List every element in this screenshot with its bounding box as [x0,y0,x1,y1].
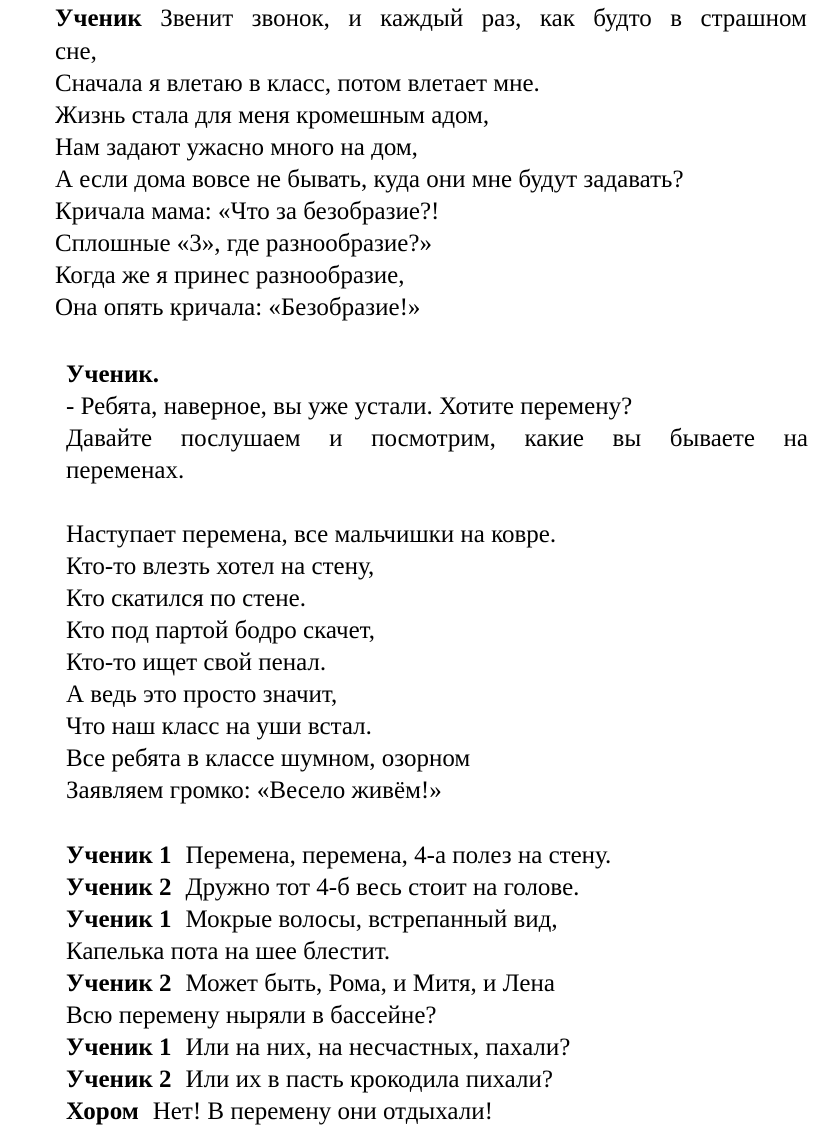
block2-line2 [66,424,808,454]
block2-speaker: Ученик. [66,361,160,388]
word: посмотрим, [371,425,496,452]
dialogue-row [66,841,611,871]
poem-line: Кто под партой бодро скачет, [66,617,375,644]
speaker-label: Ученик 1 [66,842,172,869]
speaker-label: Ученик 1 [66,906,172,933]
block1-line: А если дома вовсе не бывать, куда они мне будут задавать? [55,166,684,193]
word: вы [612,425,642,452]
block1-line1 [55,4,807,34]
word: раз, [481,5,522,32]
word: в [670,5,683,32]
dialogue-text: Может быть, Рома, и Митя, и Лена [185,970,555,997]
dialogue-row [66,1001,437,1031]
word: на [783,425,808,452]
poem-line: Кто-то ищет свой пенал. [66,649,327,676]
dialogue-text: Всю перемену ныряли в бассейне? [66,1002,437,1029]
block2-line3: переменах. [66,457,185,484]
block2-line1: - Ребята, наверное, вы уже устали. Хотите перемену? [66,393,633,420]
poem-line: Все ребята в классе шумном, озорном [66,745,471,772]
poem-line: Наступает перемена, все мальчишки на ковре. [66,521,557,548]
word: и [348,5,362,32]
poem-line: А ведь это просто значит, [66,681,338,708]
dialogue-text: Дружно тот 4-б весь стоит на голове. [185,874,580,901]
block1-line: Она опять кричала: «Безобразие!» [55,294,421,321]
word: звонок, [251,5,330,32]
block1-line: Кричала мама: «Что за безобразие?! [55,198,440,225]
dialogue-row [66,937,390,967]
word: послушаем [180,425,301,452]
dialogue-row [66,1097,493,1127]
block1-line: Когда же я принес разнообразие, [55,262,405,289]
dialogue-row [66,873,579,903]
word: страшном [700,5,807,32]
word: будто [593,5,652,32]
word: бываете [669,425,755,452]
dialogue-row [66,1065,553,1095]
poem-line: Кто-то влезть хотел на стену, [66,553,375,580]
poem-line: Заявляем громко: «Весело живём!» [66,777,442,804]
dialogue-text: Мокрые волосы, встрепанный вид, [185,906,558,933]
speaker-label: Ученик 2 [66,874,172,901]
speaker-label: Хором [66,1098,139,1125]
word: какие [524,425,584,452]
dialogue-text: Или их в пасть крокодила пихали? [185,1066,553,1093]
block1-line: Сплошные «3», где разнообразие?» [55,230,432,257]
speaker-label: Ученик [55,5,142,32]
word: каждый [380,5,464,32]
speaker-label: Ученик 2 [66,1066,172,1093]
block1-line: Жизнь стала для меня кромешным адом, [55,102,490,129]
poem-line: Кто скатился по стене. [66,585,306,612]
block1-line1-cont: сне, [55,38,97,65]
dialogue-row [66,969,555,999]
word: и [329,425,343,452]
dialogue-row [66,1033,570,1063]
speaker-label: Ученик 1 [66,1034,172,1061]
word: как [539,5,575,32]
speaker-label: Ученик 2 [66,970,172,997]
block1-line: Нам задают ужасно много на дом, [55,134,418,161]
block1-line: Сначала я влетаю в класс, потом влетает мне. [55,70,540,97]
dialogue-text: Капелька пота на шее блестит. [66,938,391,965]
poem-line: Что наш класс на уши встал. [66,713,372,740]
dialogue-text: Перемена, перемена, 4-а полез на стену. [185,842,612,869]
dialogue-text: Или на них, на несчастных, пахали? [185,1034,571,1061]
dialogue-text: Нет! В перемену они отдыхали! [152,1098,493,1125]
word: Давайте [66,425,153,452]
dialogue-row [66,905,558,935]
word: Звенит [160,5,234,32]
